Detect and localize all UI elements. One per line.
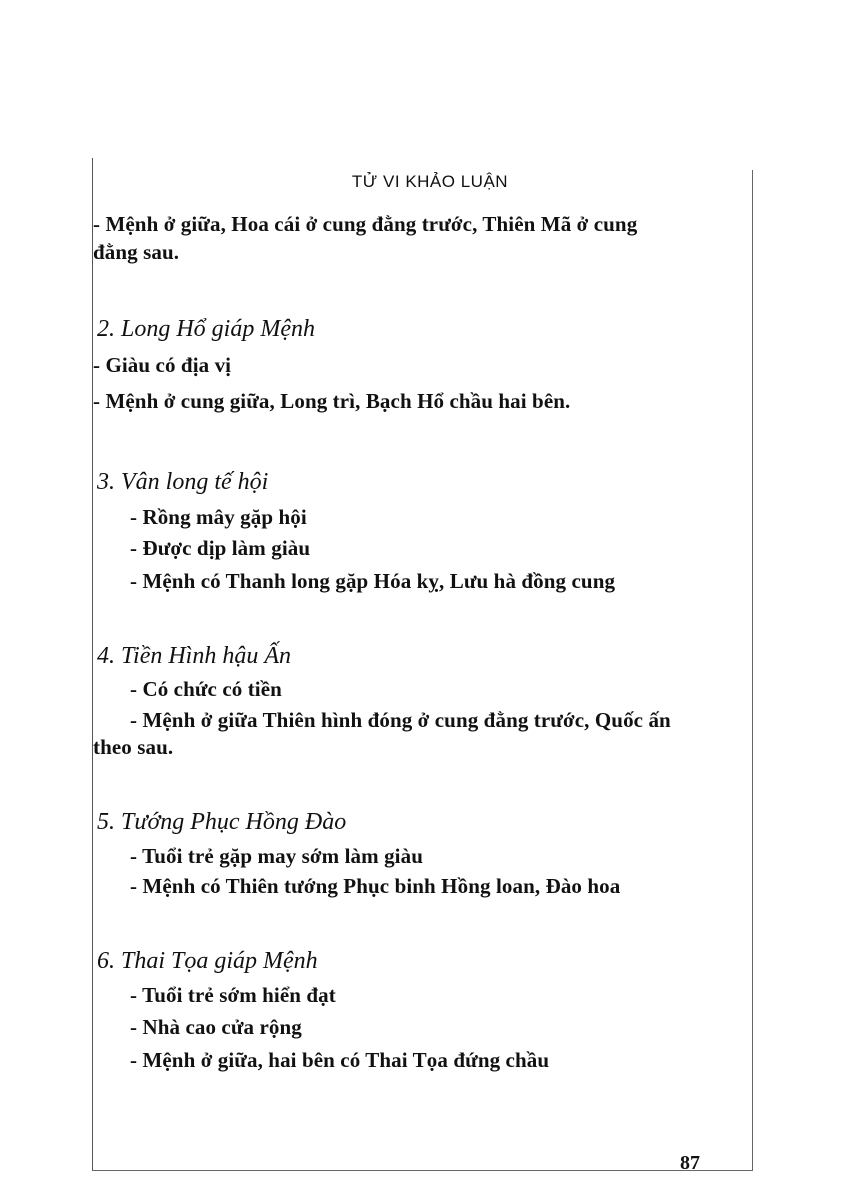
section-line: - Rồng mây gặp hội bbox=[130, 505, 307, 529]
section-line: - Giàu có địa vị bbox=[93, 353, 232, 377]
section-line: - Mệnh ở giữa Thiên hình đóng ở cung đằng trước, Quốc ấn bbox=[130, 708, 671, 732]
section-line: - Mệnh ở cung giữa, Long trì, Bạch Hổ chầu hai bên. bbox=[93, 389, 571, 413]
intro-line: - Mệnh ở giữa, Hoa cái ở cung đằng trước, Thiên Mã ở cung bbox=[93, 212, 638, 236]
section-line: - Mệnh có Thiên tướng Phục binh Hồng loan, Đào hoa bbox=[130, 874, 621, 898]
section-line: - Tuổi trẻ gặp may sớm làm giàu bbox=[130, 844, 423, 868]
section-line: - Mệnh có Thanh long gặp Hóa kỵ, Lưu hà đồng cung bbox=[130, 569, 616, 593]
section-heading: 2. Long Hổ giáp Mệnh bbox=[97, 316, 315, 342]
section-heading: 6. Thai Tọa giáp Mệnh bbox=[97, 948, 318, 974]
page-border-right bbox=[752, 170, 753, 1170]
section-heading: 4. Tiền Hình hậu Ấn bbox=[97, 643, 292, 669]
intro-line: đằng sau. bbox=[93, 240, 180, 264]
page-border-bottom bbox=[92, 1170, 753, 1171]
section-line: - Được dịp làm giàu bbox=[130, 536, 311, 560]
section-heading: 5. Tướng Phục Hồng Đào bbox=[97, 809, 347, 835]
section-line: theo sau. bbox=[93, 735, 174, 759]
section-heading: 3. Vân long tế hội bbox=[97, 469, 269, 495]
page-border-left bbox=[92, 158, 93, 1170]
section-line: - Có chức có tiền bbox=[130, 677, 282, 701]
section-line: - Nhà cao cửa rộng bbox=[130, 1015, 302, 1039]
section-line: - Mệnh ở giữa, hai bên có Thai Tọa đứng chầu bbox=[130, 1048, 550, 1072]
section-line: - Tuổi trẻ sớm hiển đạt bbox=[130, 983, 336, 1007]
running-header: TỬ VI KHẢO LUẬN bbox=[351, 172, 509, 191]
page-number: 87 bbox=[680, 1152, 700, 1174]
